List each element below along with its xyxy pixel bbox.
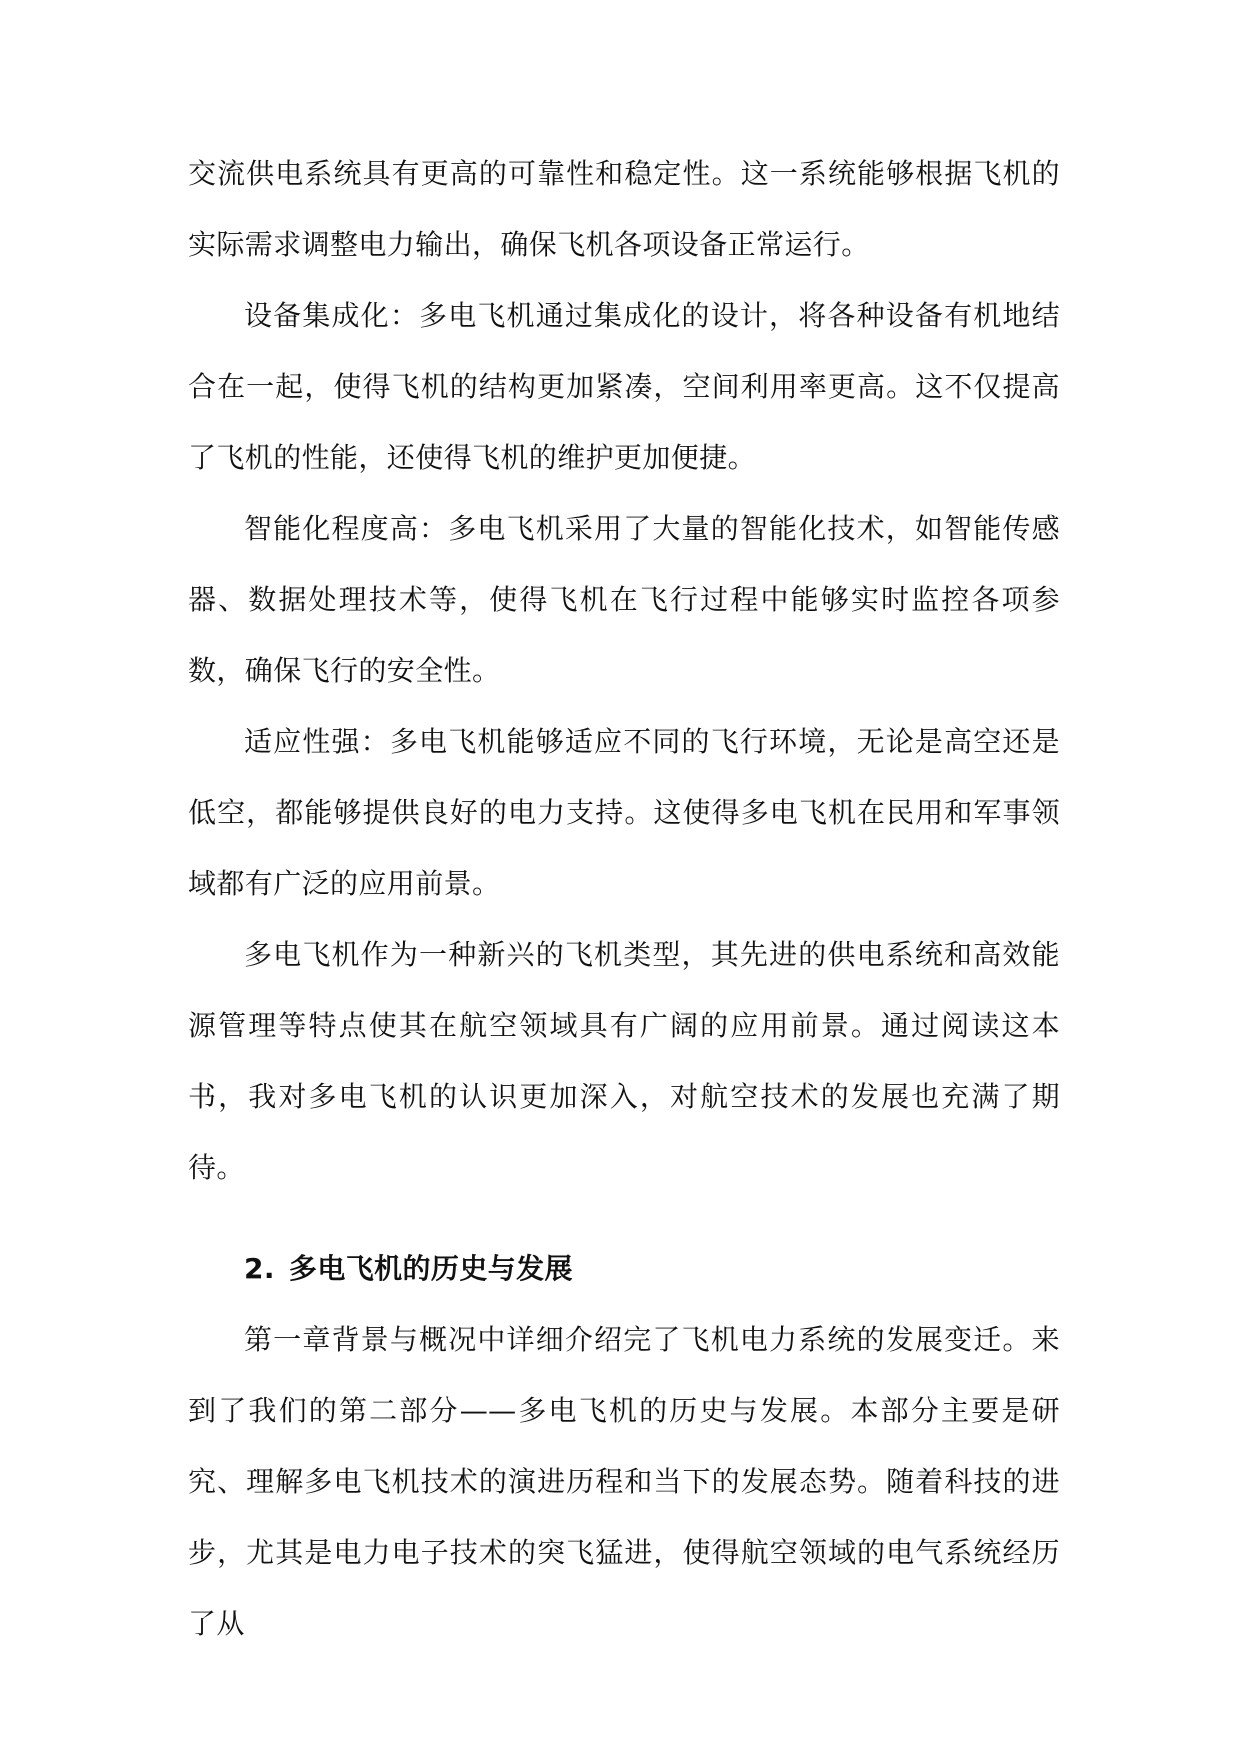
paragraph-adaptability: 适应性强：多电飞机能够适应不同的飞行环境，无论是高空还是低空，都能够提供良好的电力支持。这使得多电飞机在民用和军事领域都有广泛的应用前景。 <box>188 725 1060 900</box>
paragraph-summary: 多电飞机作为一种新兴的飞机类型，其先进的供电系统和高效能源管理等特点使其在航空领域具有广阔的应用前景。通过阅读这本书，我对多电飞机的认识更加深入，对航空技术的发展也充满了期待。 <box>188 938 1060 1184</box>
paragraph-history-intro: 第一章背景与概况中详细介绍完了飞机电力系统的发展变迁。来到了我们的第二部分——多电飞机的历史与发展。本部分主要是研究、理解多电飞机技术的演进历程和当下的发展态势。随着科技的进步，尤其是电力电子技术的突飞猛进，使得航空领域的电气系统经历了从 <box>188 1323 1060 1640</box>
paragraph-intelligence: 智能化程度高：多电飞机采用了大量的智能化技术，如智能传感器、数据处理技术等，使得飞机在飞行过程中能够实时监控各项参数，确保飞行的安全性。 <box>188 512 1060 687</box>
paragraph-equipment-integration: 设备集成化：多电飞机通过集成化的设计，将各种设备有机地结合在一起，使得飞机的结构更加紧凑，空间利用率更高。这不仅提高了飞机的性能，还使得飞机的维护更加便捷。 <box>188 299 1060 474</box>
document-page <box>188 138 1060 1659</box>
section-number: 2. <box>244 1252 275 1285</box>
paragraph-continuation: 交流供电系统具有更高的可靠性和稳定性。这一系统能够根据飞机的实际需求调整电力输出，确保飞机各项设备正常运行。 <box>188 157 1060 261</box>
section-title: 多电飞机的历史与发展 <box>288 1252 573 1285</box>
section-heading <box>188 1233 1060 1304</box>
